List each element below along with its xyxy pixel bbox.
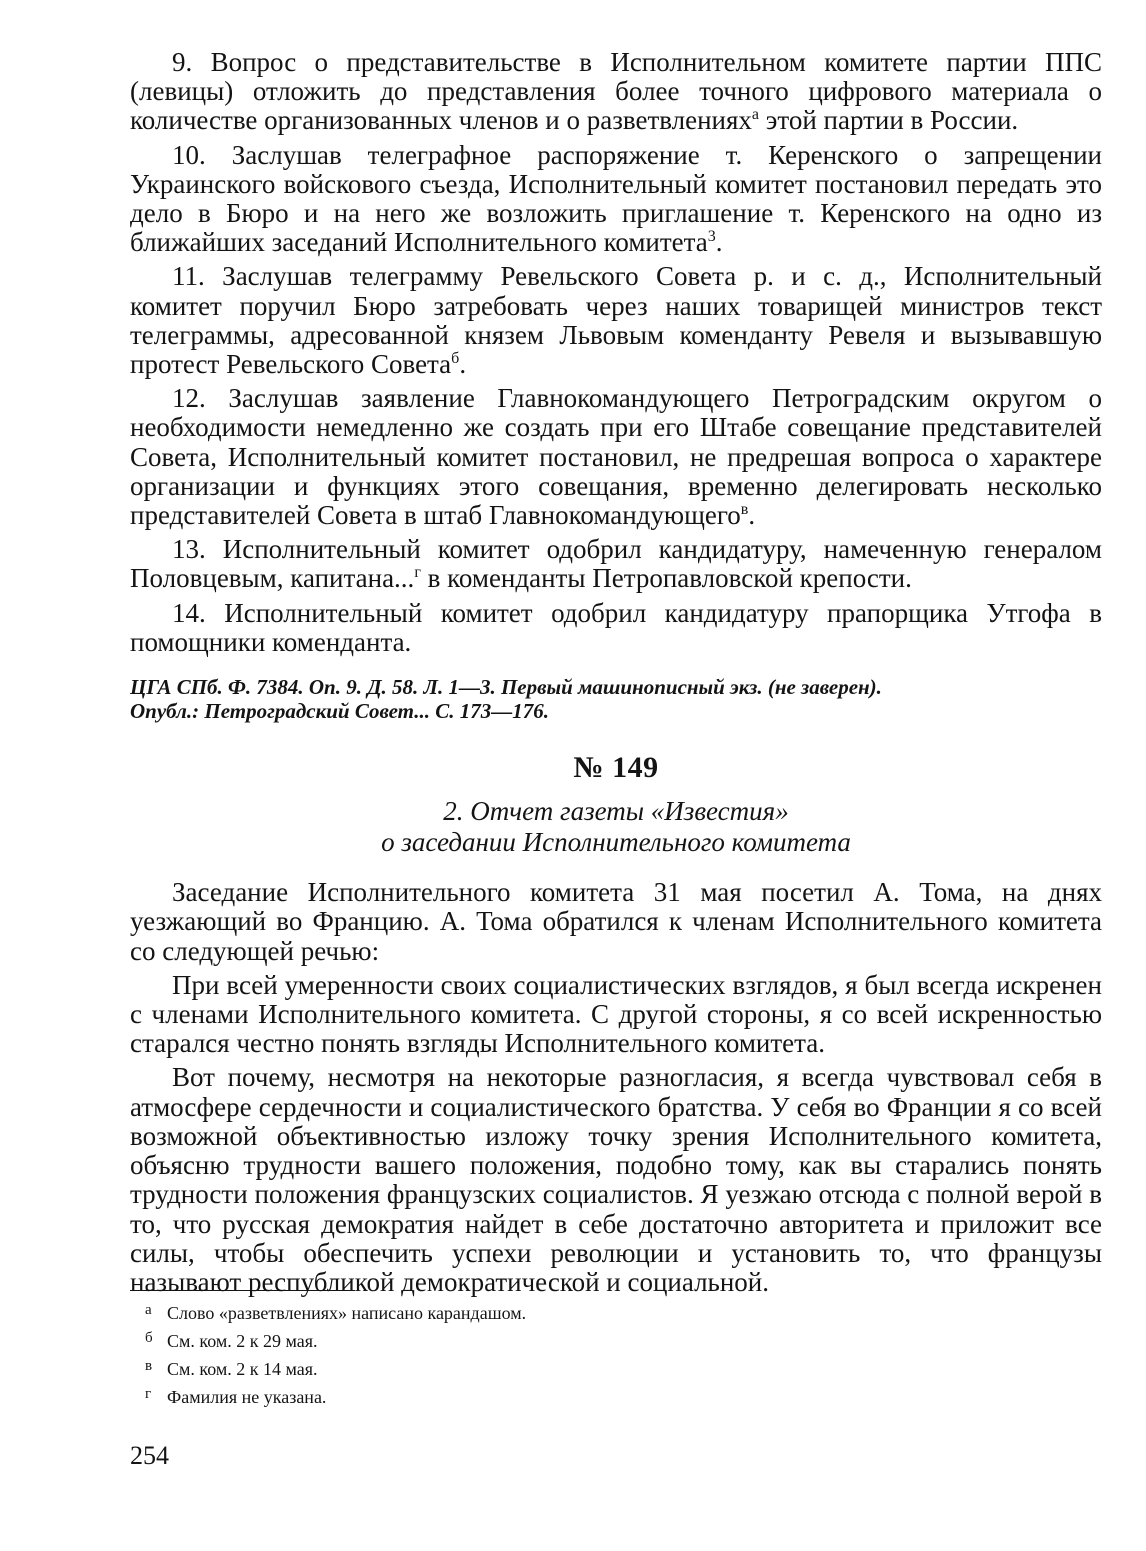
footnote-mark: в: [145, 1358, 153, 1374]
footnote-mark: а: [145, 1302, 152, 1318]
footnote-ref-g: г: [414, 564, 421, 582]
document-title: [130, 796, 1102, 858]
archival-source: [130, 675, 1102, 723]
speech-paragraph: Вот почему, несмотря на некоторые разногласия, я всегда чувствовал себя в атмосфере сердечности и социалистического братства. У себя во Франции я со всей возможной объективностью изложу точку зрения Исполнительного комитета, объясню трудности вашего положения, подобно тому, как вы старались понять трудности положения французских социалистов. Я уезжаю отсюда с полной верой в то, что русская демократия найдет в себе достаточно авторитета и приложит все силы, чтобы обеспечить успехи революции и установить то, что французы называют республикой демократической и социальной.: [130, 1062, 1102, 1297]
source-line-archive: ЦГА СПб. Ф. 7384. Оп. 9. Д. 58. Л. 1—3. Первый машинописный экз. (не заверен).: [130, 675, 882, 700]
paragraph-item-13: 13. Исполнительный комитет одобрил кандидатуру, намеченную генералом Половцевым, капитана...$^г$ в коменданты Петропавловской крепости.: [130, 534, 1102, 594]
footnote-item: г Фамилия не указана.: [145, 1382, 526, 1410]
paragraph-item-9: 9. Вопрос о представительстве в Исполнительном комитете партии ППС (левицы) отложить до представления более точного цифрового материала о количестве организованных членов и о разветвлениях$^а$ этой партии в России.: [130, 47, 1102, 136]
footnote-item: в См. ком. 2 к 14 мая.: [145, 1354, 526, 1382]
footnote-divider: [130, 1290, 355, 1291]
footnote-item: б См. ком. 2 к 29 мая.: [145, 1326, 526, 1354]
comment-ref-3: 3: [707, 228, 716, 246]
paragraph-item-14: 14. Исполнительный комитет одобрил кандидатуру прапорщика Утгофа в помощники коменданта.: [130, 597, 1102, 657]
source-line-published: Опубл.: Петроградский Совет... С. 173—176.: [130, 699, 550, 724]
footnotes: [145, 1298, 526, 1410]
document-number: № 149: [573, 751, 659, 785]
paragraph-item-10: 10. Заслушав телеграфное распоряжение т. Керенского о запрещении Украинского войскового съезда, Исполнительный комитет постановил передать это дело в Бюро и на него же возложить приглашение т. Керенского на одно из ближайших заседаний Исполнительного комитета$^3$.: [130, 139, 1102, 258]
footnote-item: а Слово «разветвлениях» написано карандашом.: [145, 1298, 526, 1326]
main-text: [130, 48, 1102, 1302]
paragraph-item-11: 11. Заслушав телеграмму Ревельского Совета р. и с. д., Исполнительный комитет поручил Бюро затребовать через наших товарищей министров текст телеграммы, адресованной князем Львовым коменданту Ревеля и вызывавшую протест Ревельского Совета$^б$.: [130, 261, 1102, 380]
title-line-2: о заседании Исполнительного комитета: [381, 827, 851, 858]
page-number: 254: [130, 1441, 169, 1470]
title-line-1: 2. Отчет газеты «Известия»: [443, 796, 789, 827]
footnote-ref-b: б: [451, 350, 460, 368]
footnote-ref-v: в: [740, 501, 749, 519]
footnote-mark: г: [145, 1386, 152, 1402]
footnote-mark: б: [145, 1330, 153, 1346]
footnote-ref-a: а: [751, 106, 760, 124]
paragraph-item-12: 12. Заслушав заявление Главнокомандующего Петроградским округом о необходимости немедленно же создать при его Штабе совещание представителей Совета, Исполнительный комитет постановил, не предрешая вопроса о характере организации и функциях этого совещания, временно делегировать несколько представителей Совета в штаб Главнокомандующего$^в$.: [130, 383, 1102, 531]
speech-paragraph: При всей умеренности своих социалистических взглядов, я был всегда искренен с членами Исполнительного комитета. С другой стороны, я со всей искренностью старался честно понять взгляды Исполнительного комитета.: [130, 969, 1102, 1059]
report-paragraph: Заседание Исполнительного комитета 31 мая посетил А. Тома, на днях уезжающий во Францию. А. Тома обратился к членам Исполнительного комитета со следующей речью:: [130, 877, 1102, 966]
